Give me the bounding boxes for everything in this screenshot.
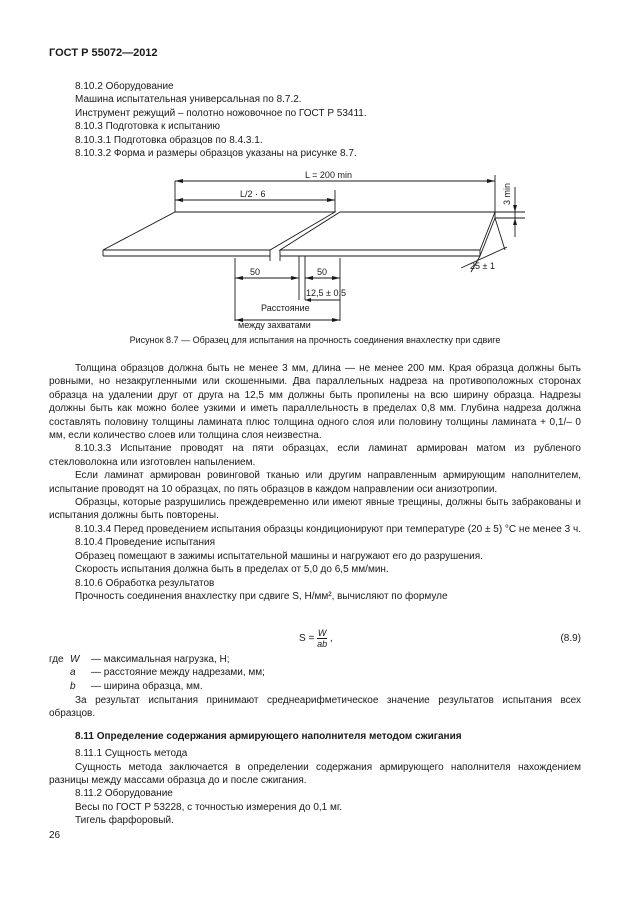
paragraph: Если ламинат армирован ровинговой тканью или другим направленным армирующим наполнителем, испытание проводят на 10 образцах, по пять образцов в каждом направлении оси анизотропии.	[49, 470, 581, 495]
paragraph: 8.10.6 Обработка результатов	[75, 577, 215, 589]
paragraph: Образец помещают в зажимы испытательной машины и нагружают его до разрушения.	[75, 550, 483, 562]
legend-prefix	[49, 680, 70, 693]
length-label: L = 200 min	[305, 170, 352, 180]
paragraph: За результат испытания принимают среднеарифметическое значение результатов испытания всех образцов.	[49, 695, 581, 720]
legend-prefix: где	[49, 654, 64, 665]
paragraph: 8.10.3.3 Испытание проводят на пяти образцах, если ламинат армирован матом из рубленого стекловолокна или изготовлен напылением.	[49, 443, 581, 468]
notch-gap-label: 12,5 ± 0,5	[306, 288, 346, 298]
formula-fraction	[317, 628, 327, 649]
text-line: 8.10.3 Подготовка к испытанию	[75, 121, 220, 133]
section-heading: 8.11 Определение содержания армирующего наполнителя методом сжигания	[75, 730, 462, 742]
formula-lhs: S =	[299, 633, 315, 645]
figure-caption: Рисунок 8.7 — Образец для испытания на прочность соединения внахлестку при сдвиге	[129, 335, 501, 345]
formula-numerator: W	[317, 628, 327, 638]
dim-50-right: 50	[317, 267, 328, 277]
formula-number: (8.9)	[560, 633, 581, 644]
paragraph: Сущность метода заключается в определении содержания армирующего наполнителя нахождением разницы между массами образца до и после сжигания.	[49, 761, 581, 787]
main-text	[49, 362, 581, 603]
text-line: Машина испытательная универсальная по 8.7.2.	[75, 94, 302, 106]
paragraph: Весы по ГОСТ Р 53228, с точностью измерения до 0,1 мг.	[75, 801, 343, 813]
paragraph: 8.10.4 Проведение испытания	[75, 537, 216, 549]
formula-8-9	[49, 626, 581, 652]
text-line: 8.10.3.1 Подготовка образцов по 8.4.3.1.	[75, 134, 263, 146]
thickness-label: 3 min	[502, 182, 512, 205]
paragraph: 8.10.3.4 Перед проведением испытания образцы кондиционируют при температуре (20 ± 5) °С не менее 3 ч.	[75, 523, 581, 535]
legend-text: — максимальная нагрузка, Н;	[91, 654, 230, 665]
half-length-label: L/2 · 6	[240, 189, 266, 199]
paragraph: Прочность соединения внахлестку при сдвиге S, Н/мм², вычисляют по формуле	[75, 590, 448, 602]
text-line: 8.10.3.2 Форма и размеры образцов указаны на рисунке 8.7.	[75, 148, 357, 160]
specimen-drawing	[95, 165, 535, 330]
equipment-section	[49, 80, 607, 160]
paragraph: Образцы, которые разрушились преждевременно или имеют явные трещины, должны быть забракованы и испытания должны быть повторены.	[49, 497, 581, 522]
legend-symbol: a	[70, 667, 76, 679]
legend-symbol: W	[70, 654, 80, 665]
paragraph: 8.11.2 Оборудование	[75, 788, 173, 800]
legend-row	[49, 666, 265, 679]
dim-50-left: 50	[250, 267, 261, 277]
closing-text	[49, 694, 581, 828]
formula-denominator: ab	[317, 639, 328, 649]
formula-comma: ,	[329, 633, 333, 645]
legend-row	[49, 653, 265, 666]
legend-text: — ширина образца, мм.	[91, 680, 203, 692]
width-label: 25 ± 1	[470, 261, 495, 271]
paragraph: Тигель фарфоровый.	[75, 815, 174, 827]
paragraph: Толщина образцов должна быть не менее 3 мм, длина — не менее 200 мм. Края образца должны быть ровными, но незакругленными или скошенными. Два параллельных надреза на противоположных сторонах образца на удалении друг от друга на 12,5 мм должны быть пропилены на всю ширину образца. Надрезы должны быть как можно более узкими и иметь параллельность в пределах 0,8 мм. Глубина надреза должна составлять половину толщины ламината плюс толщина одного слоя или половину толщины ламината + 0,1/– 0 мм, если количество слоев или толщина слоя неизвестна.	[49, 363, 581, 442]
grip-distance-label: Расстояние	[261, 303, 310, 313]
document-header: ГОСТ Р 55072—2012	[49, 47, 158, 59]
legend-symbol: b	[70, 680, 76, 692]
paragraph: Скорость испытания должна быть в пределах от 5,0 до 6,5 мм/мин.	[75, 564, 389, 576]
legend-row	[49, 680, 265, 693]
text-line: Инструмент режущий – полотно ножовочное по ГОСТ Р 53411.	[75, 107, 367, 119]
text-line: 8.10.2 Оборудование	[75, 81, 174, 92]
grip-distance-label-2: между захватами	[238, 320, 311, 330]
variable-legend	[49, 653, 265, 693]
page-number: 26	[49, 830, 61, 841]
paragraph: 8.11.1 Сущность метода	[75, 748, 188, 760]
legend-prefix	[49, 666, 70, 679]
legend-text: — расстояние между надрезами, мм;	[91, 667, 265, 679]
